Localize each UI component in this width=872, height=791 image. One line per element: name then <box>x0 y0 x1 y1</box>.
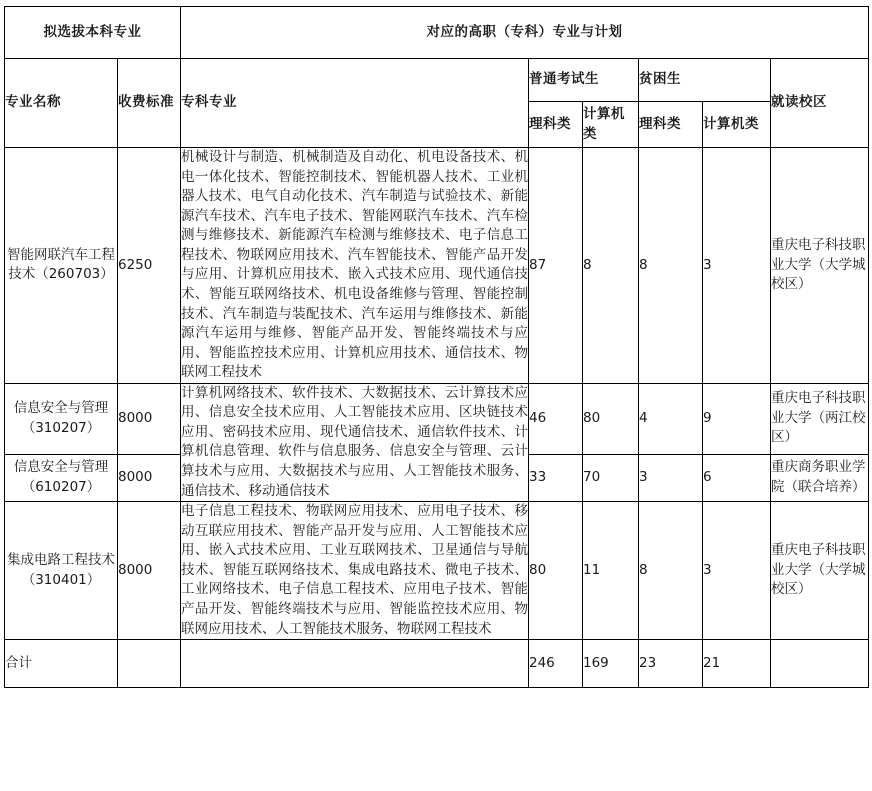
cell-poverty-science: 8 <box>639 502 703 640</box>
cell-total-general-science: 246 <box>529 640 583 688</box>
header-col-campus: 就读校区 <box>771 59 869 148</box>
table-header-row-top <box>5 7 869 59</box>
header-sub-science-general: 理科类 <box>529 102 583 148</box>
cell-general-computer: 8 <box>583 148 639 384</box>
header-group-poverty-student: 贫困生 <box>639 59 771 102</box>
table-header-row-groups <box>5 59 869 102</box>
cell-campus: 重庆电子科技职业大学（两江校区） <box>771 383 869 454</box>
cell-total-label: 合计 <box>5 640 118 688</box>
cell-total-poverty-science: 23 <box>639 640 703 688</box>
enrollment-plan-table <box>4 6 869 688</box>
cell-fee: 8000 <box>118 502 181 640</box>
cell-total-fee <box>118 640 181 688</box>
cell-fee: 8000 <box>118 383 181 454</box>
cell-poverty-science: 3 <box>639 454 703 502</box>
header-group-vocational: 对应的高职（专科）专业与计划 <box>181 7 869 59</box>
cell-general-computer: 70 <box>583 454 639 502</box>
header-col-fee: 收费标准 <box>118 59 181 148</box>
cell-sub-majors: 电子信息工程技术、物联网应用技术、应用电子技术、移动互联应用技术、智能产品开发与应用、人工智能技术应用、嵌入式技术应用、工业互联网技术、卫星通信与导航技术、智能互联网络技术、集成电路技术、微电子技术、工业网络技术、电子信息工程技术、应用电子技术、智能产品开发、智能终端技术与应用、智能监控技术应用、物联网应用技术、人工智能技术服务、物联网工程技术 <box>181 502 529 640</box>
header-col-sub-major: 专科专业 <box>181 59 529 148</box>
cell-major-name: 信息安全与管理（310207） <box>5 383 118 454</box>
header-sub-computer-general: 计算机类 <box>583 102 639 148</box>
table-row <box>5 502 869 640</box>
cell-major-name: 智能网联汽车工程技术（260703） <box>5 148 118 384</box>
table-row <box>5 383 869 454</box>
cell-general-computer: 11 <box>583 502 639 640</box>
cell-total-sub-majors <box>181 640 529 688</box>
cell-sub-majors: 机械设计与制造、机械制造及自动化、机电设备技术、机电一体化技术、智能控制技术、智能机器人技术、工业机器人技术、电气自动化技术、汽车制造与试验技术、新能源汽车技术、汽车电子技术、智能网联汽车技术、汽车检测与维修技术、新能源汽车检测与维修技术、电子信息工程技术、物联网应用技术、汽车智能技术、智能产品开发与应用、计算机应用技术、嵌入式技术应用、现代通信技术、智能互联网络技术、机电设备维修与管理、智能控制技术、汽车制造与装配技术、汽车运用与维修技术、新能源汽车运用与维修、智能产品开发、智能终端技术与应用、智能监控技术应用、计算机应用技术、通信技术、物联网工程技术 <box>181 148 529 384</box>
cell-campus: 重庆电子科技职业大学（大学城校区） <box>771 148 869 384</box>
header-group-general-examinee: 普通考试生 <box>529 59 639 102</box>
table-row <box>5 148 869 384</box>
cell-general-computer: 80 <box>583 383 639 454</box>
cell-fee: 6250 <box>118 148 181 384</box>
cell-general-science: 46 <box>529 383 583 454</box>
header-group-undergraduate: 拟选拔本科专业 <box>5 7 181 59</box>
cell-poverty-science: 8 <box>639 148 703 384</box>
cell-poverty-computer: 6 <box>703 454 771 502</box>
cell-poverty-computer: 3 <box>703 148 771 384</box>
table-total-row <box>5 640 869 688</box>
cell-major-name: 信息安全与管理（610207） <box>5 454 118 502</box>
cell-general-science: 80 <box>529 502 583 640</box>
cell-sub-majors: 计算机网络技术、软件技术、大数据技术、云计算技术应用、信息安全技术应用、人工智能技术应用、区块链技术应用、密码技术应用、现代通信技术、通信软件技术、计算机信息管理、软件与信息服务、信息安全与管理、云计算技术与应用、大数据技术与应用、人工智能技术服务、通信技术、移动通信技术 <box>181 383 529 501</box>
header-sub-science-poverty: 理科类 <box>639 102 703 148</box>
header-sub-computer-poverty: 计算机类 <box>703 102 771 148</box>
cell-fee: 8000 <box>118 454 181 502</box>
cell-campus: 重庆电子科技职业大学（大学城校区） <box>771 502 869 640</box>
cell-total-general-computer: 169 <box>583 640 639 688</box>
cell-general-science: 87 <box>529 148 583 384</box>
cell-general-science: 33 <box>529 454 583 502</box>
header-col-major-name: 专业名称 <box>5 59 118 148</box>
cell-poverty-computer: 9 <box>703 383 771 454</box>
cell-total-poverty-computer: 21 <box>703 640 771 688</box>
cell-campus: 重庆商务职业学院（联合培养） <box>771 454 869 502</box>
cell-total-campus <box>771 640 869 688</box>
cell-major-name: 集成电路工程技术（310401） <box>5 502 118 640</box>
cell-poverty-computer: 3 <box>703 502 771 640</box>
cell-poverty-science: 4 <box>639 383 703 454</box>
